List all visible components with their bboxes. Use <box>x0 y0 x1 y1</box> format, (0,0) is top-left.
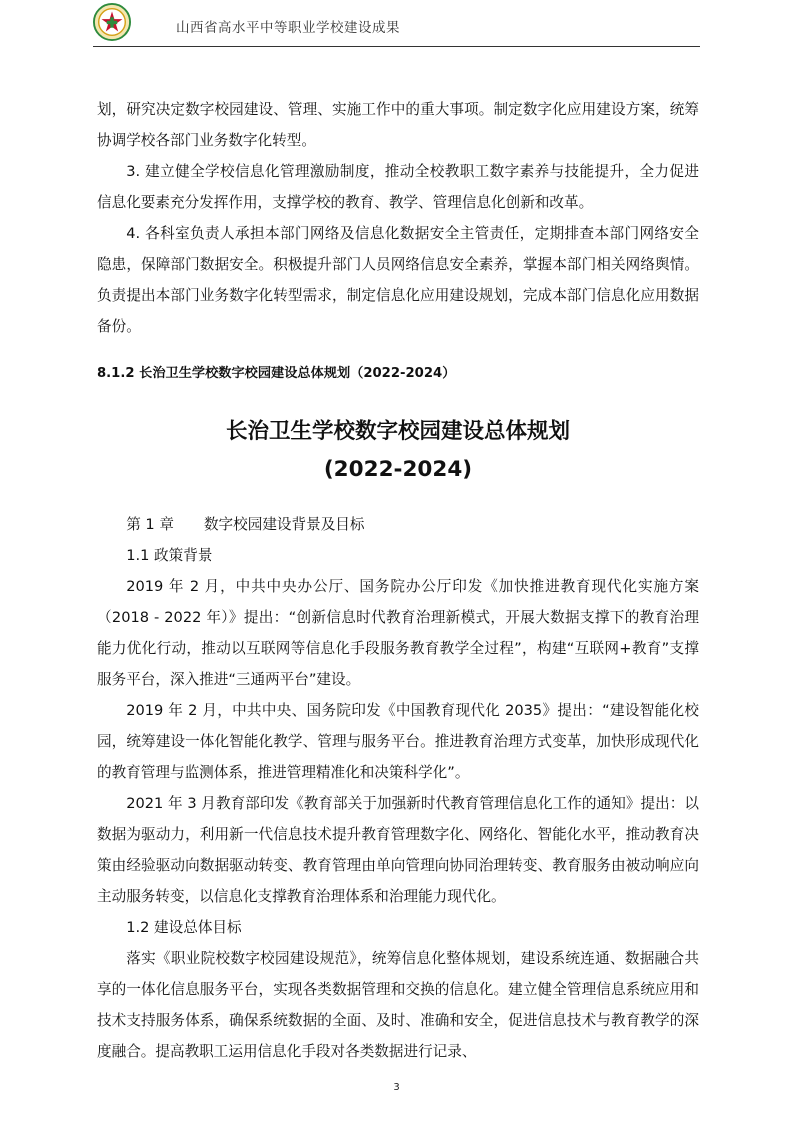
chapter-heading <box>97 509 699 540</box>
page-number: 3 <box>393 1082 400 1093</box>
paragraph: 2019 年 2 月，中共中央、国务院印发《中国教育现代化 2035》提出：“建设智能化校园，统筹建设一体化智能化教学、管理与服务平台。推进教育治理方式变革，加快形成现代化的教育管理与监测体系，推进管理精准化和决策科学化”。 <box>97 702 699 781</box>
paragraph: 划，研究决定数字校园建设、管理、实施工作中的重大事项。制定数字化应用建设方案，统筹协调学校各部门业务数字化转型。 <box>97 101 699 149</box>
paragraph: 2019 年 2 月，中共中央办公厅、国务院办公厅印发《加快推进教育现代化实施方案（2018 - 2022 年）》提出：“创新信息时代教育治理新模式，开展大数据支撑下的教育治理能力优化行动，推动以互联网等信息化手段服务教育教学全过程”，构建“互联网+教育”支撑服务平台，深入推进“三通两平台”建设。 <box>97 578 699 688</box>
chapter-number: 第 1 章 <box>126 516 174 533</box>
document-title-years: (2022-2024) <box>323 457 473 482</box>
page-header <box>0 0 793 48</box>
paragraph: 落实《职业院校数字校园建设规范》，统筹信息化整体规划，建设系统连通、数据融合共享的一体化信息服务平台，实现各类数据管理和交换的信息化。建立健全管理信息系统应用和技术支持服务体系，确保系统数据的全面、及时、准确和安全，促进信息技术与教育教学的深度融合。提高教职工运用信息化手段对各类数据进行记录、 <box>97 950 699 1060</box>
document-title <box>97 413 699 489</box>
document-title-line: 长治卫生学校数字校园建设总体规划 <box>225 419 570 444</box>
paragraph: 2021 年 3 月教育部印发《教育部关于加强新时代教育管理信息化工作的通知》提出：以数据为驱动力，利用新一代信息技术提升教育管理数字化、网络化、智能化水平，推动教育决策由经验驱动向数据驱动转变、教育管理由单向管理向协同治理转变、教育服务由被动响应向主动服务转变，以信息化支撑教育治理体系和治理能力现代化。 <box>97 795 699 905</box>
document-body <box>97 94 699 1067</box>
paragraph: 3. 建立健全学校信息化管理激励制度，推动全校教职工数字素养与技能提升，全力促进信息化要素充分发挥作用，支撑学校的教育、教学、管理信息化创新和改革。 <box>97 163 699 211</box>
section-heading: 1.2 建设总体目标 <box>126 919 242 936</box>
subsection-heading: 8.1.2 长治卫生学校数字校园建设总体规划（2022-2024） <box>97 366 456 381</box>
section-heading: 1.1 政策背景 <box>126 547 213 564</box>
header-title: 山西省高水平中等职业学校建设成果 <box>176 20 400 36</box>
paragraph: 4. 各科室负责人承担本部门网络及信息化数据安全主管责任，定期排查本部门网络安全隐患，保障部门数据安全。积极提升部门人员网络信息安全素养，掌握本部门相关网络舆情。负责提出本部门业务数字化转型需求，制定信息化应用建设规划，完成本部门信息化应用数据备份。 <box>97 225 699 335</box>
header-divider <box>93 46 700 47</box>
school-emblem-icon <box>93 3 131 41</box>
chapter-title: 数字校园建设背景及目标 <box>203 516 365 533</box>
